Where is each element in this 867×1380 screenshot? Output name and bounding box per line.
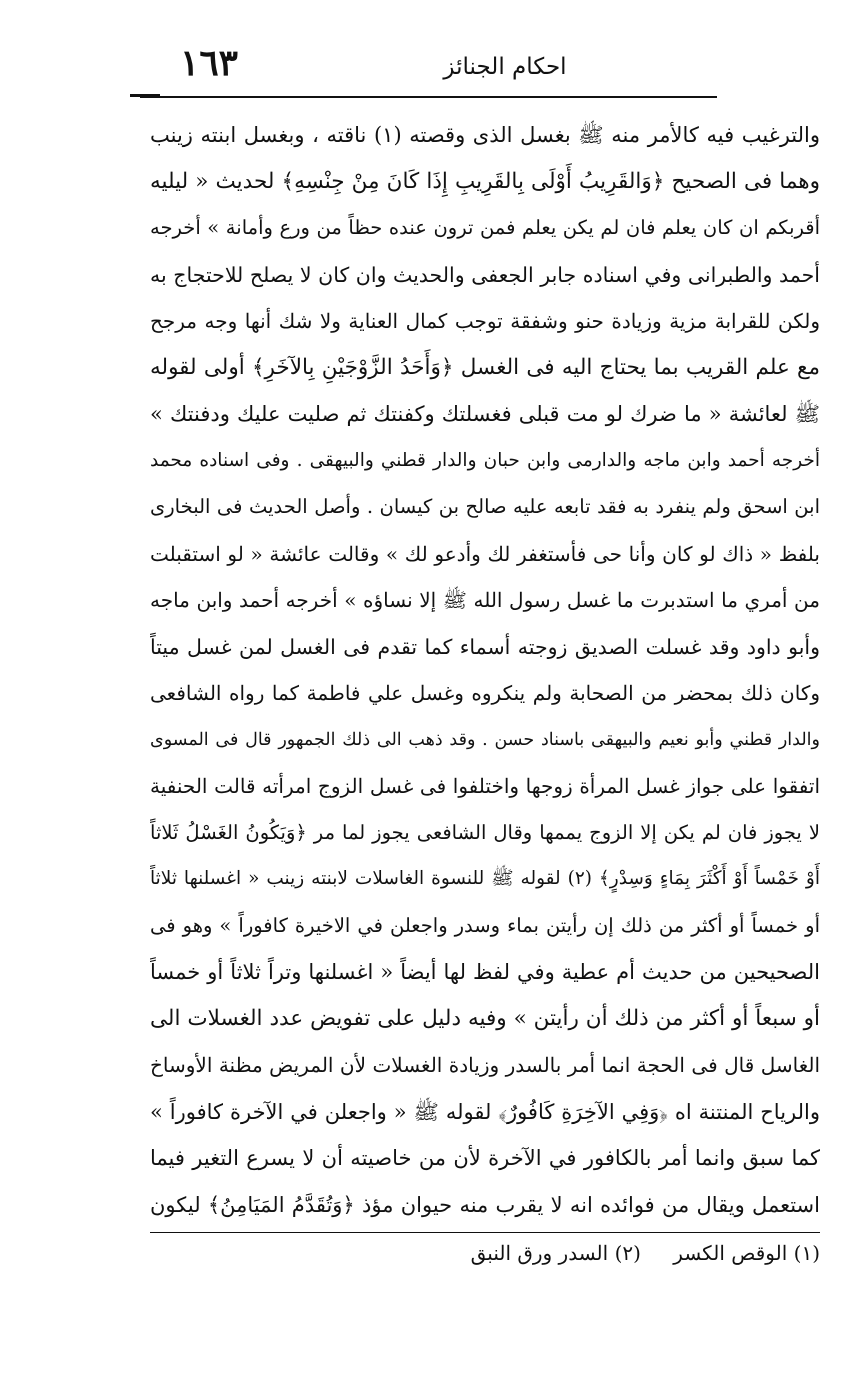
text-line: الصحيحين من حديث أم عطية وفي لفظ لها أيضاً « اغسلنها وتراً ثلاثاً أو خمساً	[150, 960, 820, 984]
page-header	[140, 38, 717, 100]
text-line: وكان ذلك بمحضر من الصحابة ولم ينكروه وغسل علي فاطمة كما رواه الشافعى	[150, 681, 820, 705]
footnote-2: (٢) السدر ورق النبق	[470, 1241, 641, 1265]
text-line: مع علم القريب بما يحتاج اليه فى الغسل ﴿وَأَحَدُ الزَّوْجَيْنِ بِالآخَرِ﴾ أولى لقوله	[150, 354, 820, 380]
text-line: ولكن للقرابة مزية وزيادة حنو وشفقة توجب كمال العناية ولا شك أنها وجه مرجح	[150, 309, 820, 333]
text-line: والدار قطني وأبو نعيم والبيهقى باسناد حسن . وقد ذهب الى ذلك الجمهور قال فى المسوى	[150, 729, 820, 750]
text-line: وأبو داود وقد غسلت الصديق زوجته أسماء كما تقدم فى الغسل لمن غسل ميتاً	[150, 634, 820, 659]
body-text	[150, 112, 820, 1228]
text-line: من أمري ما استدبرت ما غسل رسول الله ﷺ إلا نساؤه » أخرجه أحمد وابن ماجه	[150, 588, 820, 612]
footnotes	[380, 1236, 820, 1270]
text-line: والترغيب فيه كالأمر منه ﷺ بغسل الذى وقصته (١) ناقته ، وبغسل ابنته زينب	[150, 123, 820, 147]
text-line: وهما فى الصحيح ﴿وَالقَرِيبُ أَوْلَى بِالقَرِيبِ إِذَا كَانَ مِنْ جِنْسِهِ﴾ لحديث « ليليه	[150, 168, 820, 194]
text-line: أقربكم ان كان يعلم فان لم يكن يعلم فمن ترون عنده حظاً من ورع وأمانة » أخرجه	[150, 216, 820, 239]
text-line: أو خمساً أو أكثر من ذلك إن رأيتن بماء وسدر واجعلن في الاخيرة كافوراً » وهو فى	[150, 913, 820, 937]
text-line: اتفقوا على جواز غسل المرأة زوجها واختلفوا فى غسل الزوج امرأته قالت الحنفية	[150, 774, 820, 798]
footnote-rule	[150, 1232, 820, 1233]
footnote-1: (١) الوقص الكسر	[673, 1241, 820, 1265]
page-number: ١٦٣	[180, 42, 239, 84]
text-line: ﷺ لعائشة « ما ضرك لو مت قبلى فغسلتك وكفنتك ثم صليت عليك ودفنتك »	[150, 402, 820, 426]
text-line: بلفظ « ذاك لو كان وأنا حى فأستغفر لك وأدعو لك » وقالت عائشة « لو استقبلت	[150, 541, 820, 566]
text-line: ابن اسحق ولم ينفرد به فقد تابعه عليه صالح بن كيسان . وأصل الحديث فى البخارى	[150, 495, 820, 518]
text-line: أَوْ خَمْساً أَوْ أَكْثَرَ بِمَاءٍ وَسِدْرٍ﴾ (٢) لقوله ﷺ للنسوة الغاسلات لابنته زينب « اغسلنها ثلاثاً	[150, 868, 820, 889]
running-title: احكام الجنائز	[443, 54, 567, 80]
text-line: الغاسل قال فى الحجة انما أمر بالسدر وزيادة الغسلات لأن المريض مظنة الأوساخ	[150, 1053, 820, 1077]
text-line: والرياح المنتنة اه ﴿وَفِي الآخِرَةِ كَافُورٌ﴾ لقوله ﷺ « واجعلن في الآخرة كافوراً »	[150, 1099, 820, 1124]
text-line: أحمد والطبرانى وفي اسناده جابر الجعفى والحديث وان كان لا يصلح للاحتجاج به	[150, 262, 820, 287]
text-line: استعمل ويقال من فوائده انه لا يقرب منه حيوان مؤذ ﴿وَتُقَدَّمُ المَيَامِنُ﴾ ليكون	[150, 1192, 820, 1217]
text-line: أخرجه أحمد وابن ماجه والدارمى وابن حبان والدار قطني والبيهقى . وفى اسناده محمد	[150, 449, 820, 471]
text-line: لا يجوز فان لم يكن إلا الزوج يممها وقال الشافعى يجوز لما مر ﴿وَيَكُونُ الغَسْلُ ثَلاثاً	[150, 820, 820, 844]
text-line: أو سبعاً أو أكثر من ذلك أن رأيتن » وفيه دليل على تفويض عدد الغسلات الى	[150, 1005, 820, 1031]
header-rule	[140, 96, 717, 98]
text-line: كما سبق وانما أمر بالكافور في الآخرة لأن من خاصيته أن لا يسرع التغير فيما	[150, 1146, 820, 1170]
